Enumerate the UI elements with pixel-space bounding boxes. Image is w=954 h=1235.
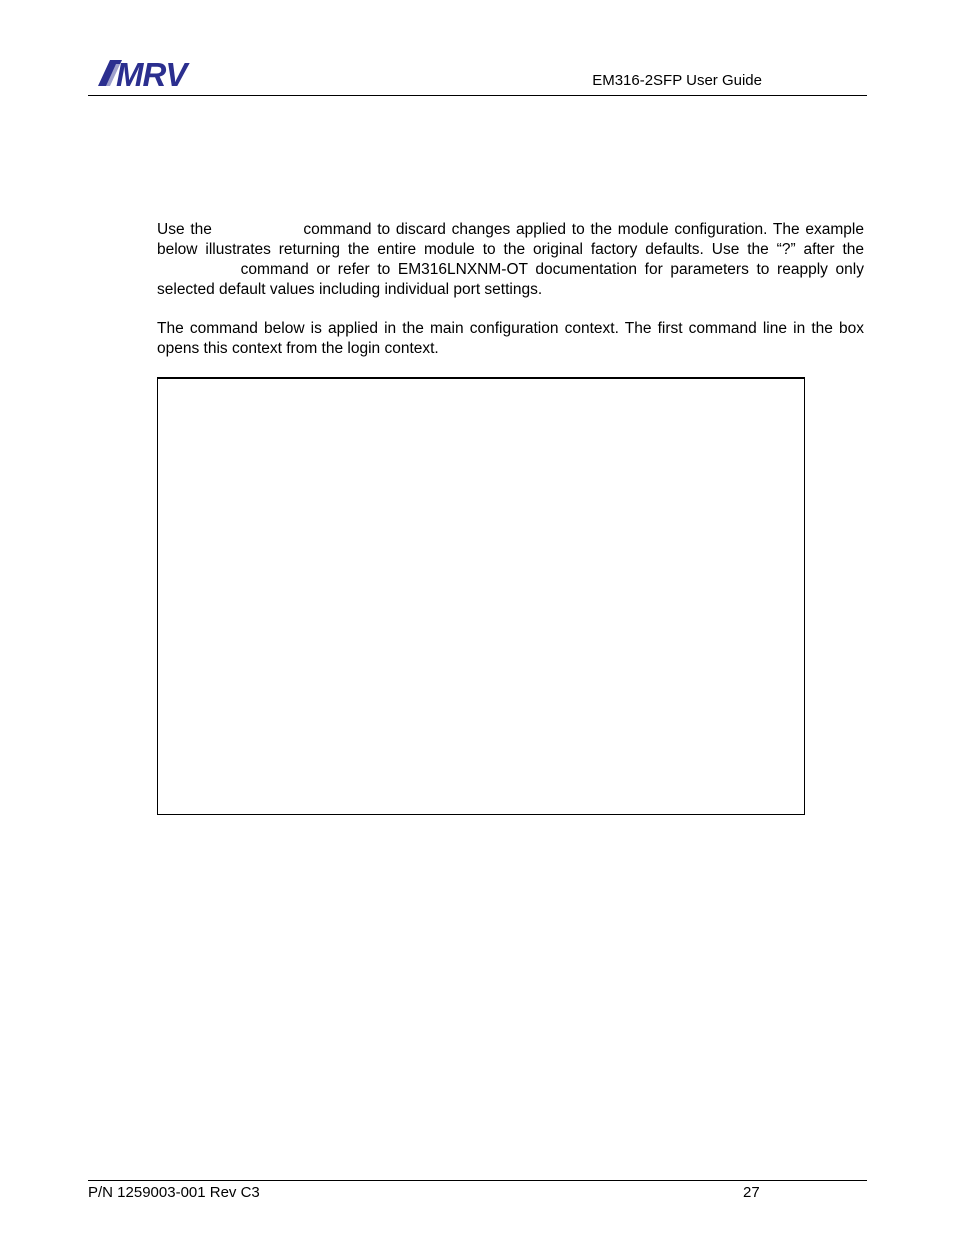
paragraph-text: Use the: [157, 221, 212, 238]
paragraph-default-command: [157, 220, 864, 300]
mrv-logo: [94, 56, 224, 90]
paragraph-text: command or refer to EM316LNXNM-OT documentation for parameters to reapply only selected default values including individual port settings.: [157, 261, 864, 298]
paragraph-text: command to discard changes applied to the module configuration. The example below illustrates returning the entire module to the original factory defaults. Use the “?” after the: [157, 221, 864, 258]
main-content: [157, 220, 864, 359]
page-header: [88, 50, 867, 96]
command-example-box: [157, 377, 805, 815]
part-number: P/N 1259003-001 Rev C3: [88, 1184, 260, 1201]
svg-text:MRV: MRV: [116, 56, 187, 90]
page-number: 27: [743, 1184, 760, 1201]
page-footer: [88, 1180, 867, 1201]
document-title: EM316-2SFP User Guide: [592, 72, 762, 89]
paragraph-context: The command below is applied in the main configuration context. The first command line in the box opens this context from the login context.: [157, 320, 864, 357]
